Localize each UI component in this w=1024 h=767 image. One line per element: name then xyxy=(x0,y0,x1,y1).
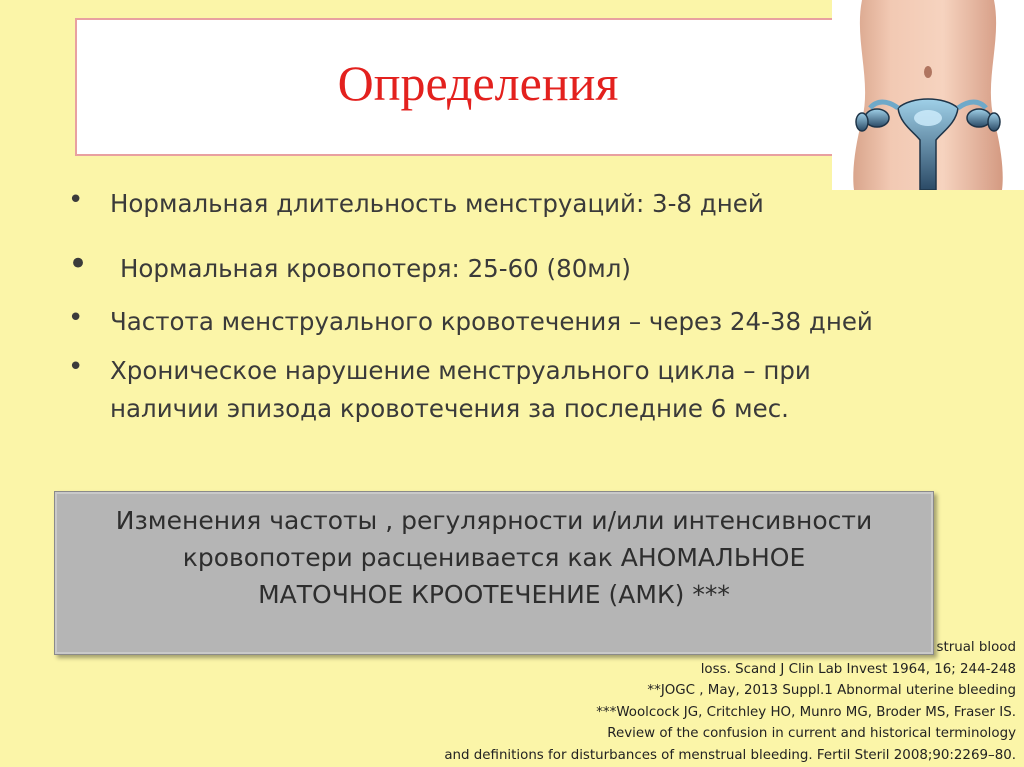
callout-line: кровопотери расценивается как АНОМАЛЬНОЕ xyxy=(182,543,806,572)
bullet-text: Нормальная кровопотеря: 25-60 (80мл) xyxy=(120,254,631,283)
reference-line: and definitions for disturbances of menstrual bleeding. Fertil Steril 2008;90:2269–80. xyxy=(444,747,1016,763)
callout-line: МАТОЧНОЕ КРООТЕЧЕНИЕ (АМК) *** xyxy=(258,580,730,609)
callout-box xyxy=(54,491,934,655)
reference-line: strual blood xyxy=(936,640,1016,655)
references xyxy=(376,637,1016,766)
bullet-icon: • xyxy=(68,185,84,215)
reference-line: **JOGC , May, 2013 Suppl.1 Abnormal uterine bleeding xyxy=(647,683,1016,698)
bullet-text: Частота менструального кровотечения – через 24-38 дней xyxy=(110,307,873,336)
reference-line: Review of the confusion in current and historical terminology xyxy=(607,726,1016,741)
bullet-icon: • xyxy=(68,244,89,284)
bullet-text: Нормальная длительность менструаций: 3-8 дней xyxy=(110,189,764,218)
bullet-icon: • xyxy=(68,303,84,333)
reference-line: ***Woolcock JG, Critchley HO, Munro MG, Broder MS, Fraser IS. xyxy=(596,704,1016,720)
slide-title: Определения xyxy=(337,55,619,111)
callout-text xyxy=(64,502,924,613)
reference-line: loss. Scand J Clin Lab Invest 1964, 16; 244-248 xyxy=(700,661,1016,677)
callout-line: Изменения частоты , регулярности и/или интенсивности xyxy=(115,506,873,535)
bullet-icon: • xyxy=(68,352,84,382)
bullet-text: Хроническое нарушение менструального цикла – при наличии эпизода кровотечения за последние 6 мес. xyxy=(110,356,811,423)
